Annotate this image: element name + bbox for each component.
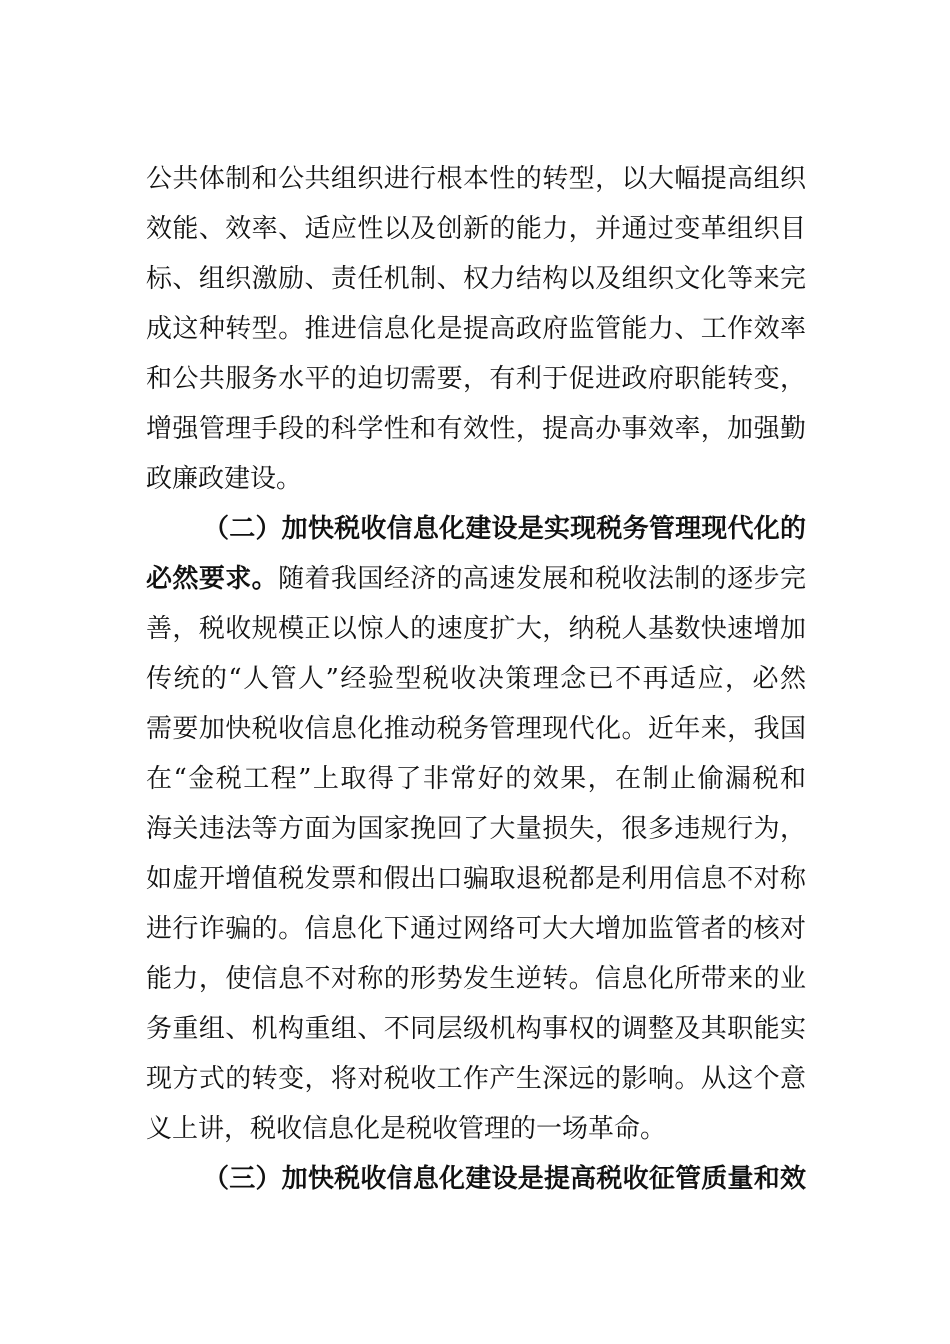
document-body xyxy=(146,154,806,1204)
para2-line-2-text: 随着我国经济的高速发展和税收法制的逐步完 xyxy=(278,564,806,594)
para2-line-13: 义上讲，税收信息化是税收管理的一场革命。 xyxy=(146,1114,667,1144)
para2-heading-end: 必然要求。 xyxy=(146,564,279,594)
para3-heading-line-1: （三）加快税收信息化建设是提高税收征管质量和效 xyxy=(203,1164,806,1194)
para2-line-6: 在“金税工程”上取得了非常好的效果，在制止偷漏税和 xyxy=(146,764,806,794)
para2-line-7: 海关违法等方面为国家挽回了大量损失，很多违规行为， xyxy=(146,814,806,844)
para2-line-3: 善，税收规模正以惊人的速度扩大，纳税人基数快速增加 xyxy=(146,614,806,644)
para2-line-8: 如虚开增值税发票和假出口骗取退税都是利用信息不对称 xyxy=(146,864,806,894)
para2-line-2 xyxy=(146,554,806,604)
para2-line-5: 需要加快税收信息化推动税务管理现代化。近年来，我国 xyxy=(146,714,806,744)
para2-heading-line-1: （二）加快税收信息化建设是实现税务管理现代化的 xyxy=(203,514,806,544)
para2-line-11: 务重组、机构重组、不同层级机构事权的调整及其职能实 xyxy=(146,1014,806,1044)
para1-line-1: 公共体制和公共组织进行根本性的转型，以大幅提高组织 xyxy=(146,164,806,194)
para2-line-9: 进行诈骗的。信息化下通过网络可大大增加监管者的核对 xyxy=(146,914,806,944)
para1-line-7: 政廉政建设。 xyxy=(146,464,303,494)
para1-line-4: 成这种转型。推进信息化是提高政府监管能力、工作效率 xyxy=(146,314,806,344)
para1-line-3: 标、组织激励、责任机制、权力结构以及组织文化等来完 xyxy=(146,264,806,294)
para2-line-12: 现方式的转变，将对税收工作产生深远的影响。从这个意 xyxy=(146,1064,806,1094)
para1-line-2: 效能、效率、适应性以及创新的能力，并通过变革组织目 xyxy=(146,214,806,244)
para1-line-5: 和公共服务水平的迫切需要，有利于促进政府职能转变， xyxy=(146,364,806,394)
para1-line-6: 增强管理手段的科学性和有效性，提高办事效率，加强勤 xyxy=(146,414,806,444)
para2-line-4: 传统的“人管人”经验型税收决策理念已不再适应，必然 xyxy=(146,664,806,694)
para2-line-10: 能力，使信息不对称的形势发生逆转。信息化所带来的业 xyxy=(146,964,806,994)
